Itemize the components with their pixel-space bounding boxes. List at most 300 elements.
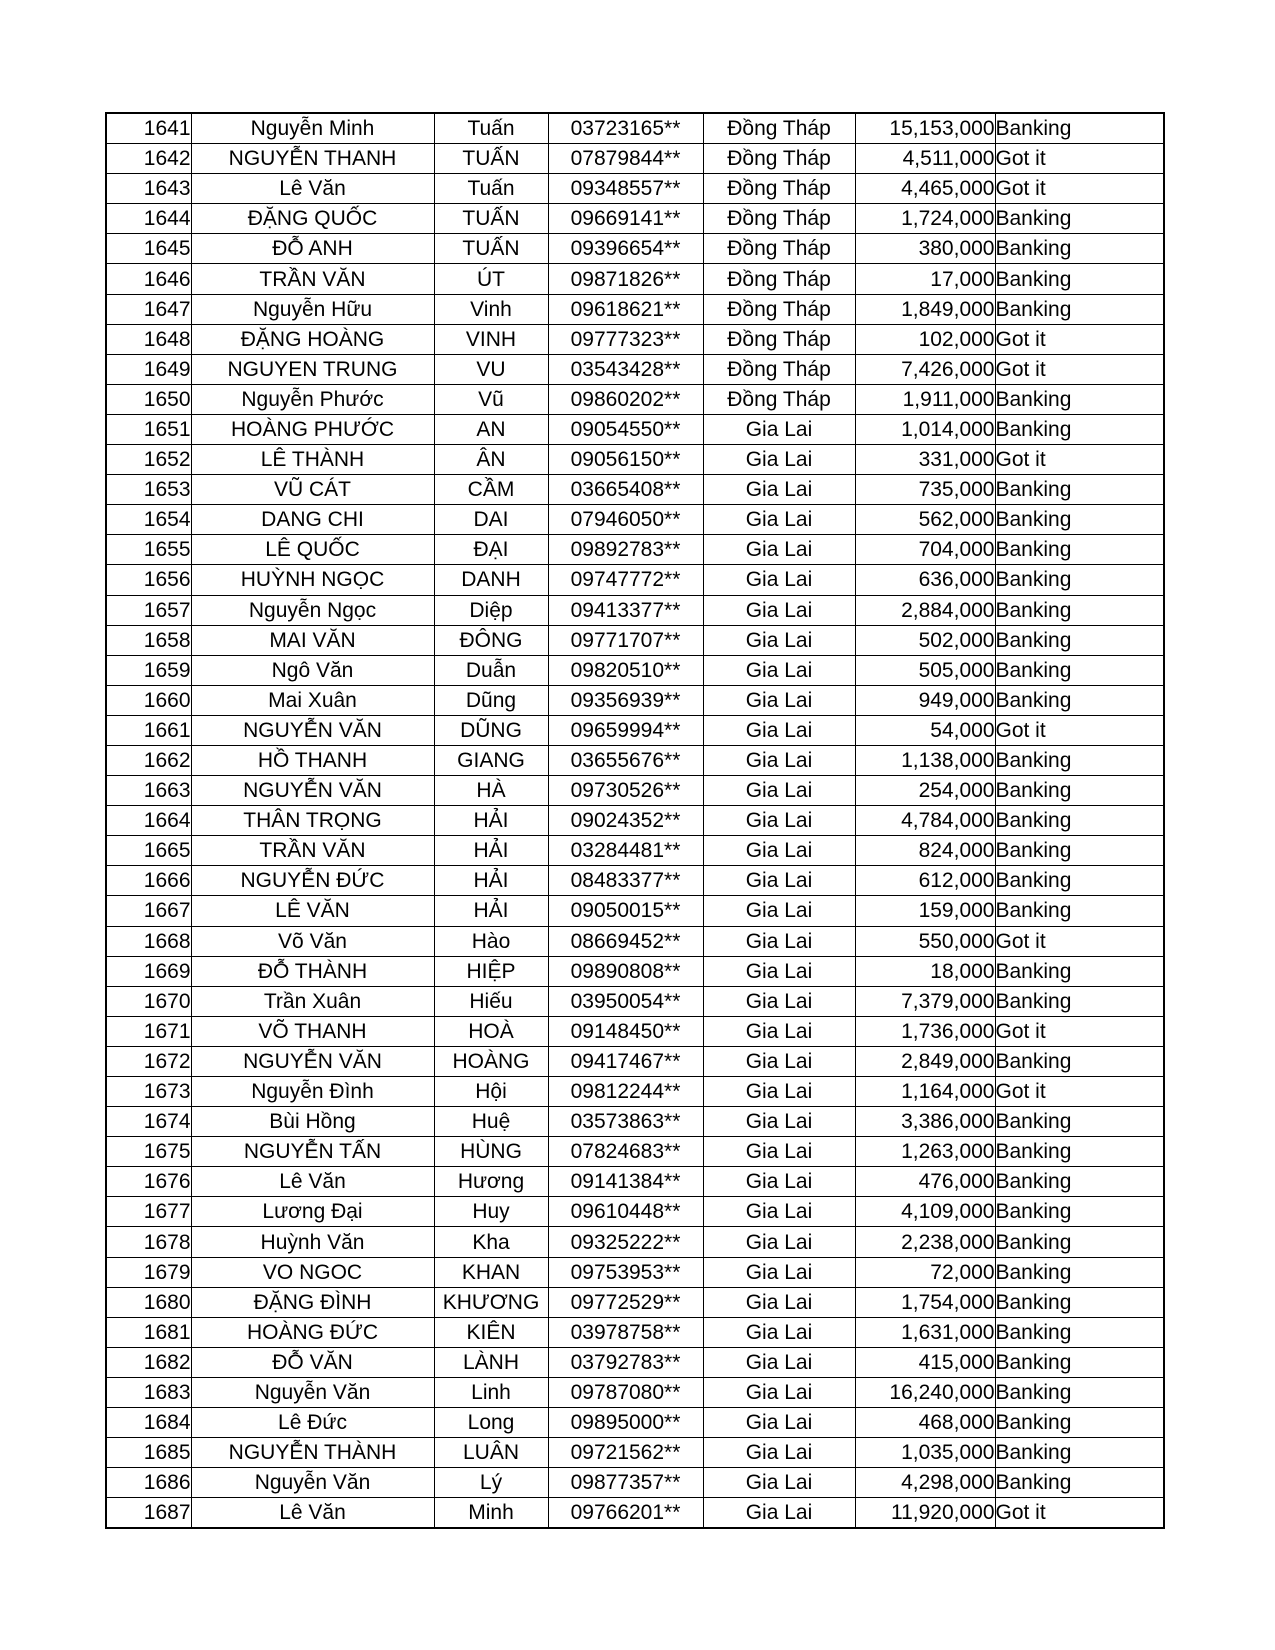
cell-province: Đồng Tháp bbox=[703, 144, 855, 174]
cell-amount: 704,000 bbox=[855, 535, 995, 565]
cell-number: 1678 bbox=[106, 1227, 191, 1257]
cell-phone: 03978758** bbox=[548, 1317, 703, 1347]
cell-province: Gia Lai bbox=[703, 1347, 855, 1377]
cell-phone: 09895000** bbox=[548, 1408, 703, 1438]
cell-last-name: NGUYỄN VĂN bbox=[191, 776, 434, 806]
cell-method: Banking bbox=[995, 1377, 1164, 1407]
cell-province: Gia Lai bbox=[703, 1197, 855, 1227]
cell-method: Banking bbox=[995, 685, 1164, 715]
table-row bbox=[106, 1498, 1164, 1529]
cell-last-name: LÊ THÀNH bbox=[191, 445, 434, 475]
cell-last-name: VÕ THANH bbox=[191, 1016, 434, 1046]
cell-phone: 09787080** bbox=[548, 1377, 703, 1407]
cell-number: 1658 bbox=[106, 625, 191, 655]
cell-last-name: HUỲNH NGỌC bbox=[191, 565, 434, 595]
cell-first-name: Minh bbox=[434, 1498, 548, 1529]
cell-number: 1672 bbox=[106, 1046, 191, 1076]
table-row bbox=[106, 565, 1164, 595]
winners-table bbox=[105, 112, 1165, 1529]
cell-first-name: VU bbox=[434, 354, 548, 384]
cell-first-name: HOÀNG bbox=[434, 1046, 548, 1076]
cell-last-name: LÊ VĂN bbox=[191, 896, 434, 926]
cell-phone: 09669141** bbox=[548, 204, 703, 234]
cell-number: 1657 bbox=[106, 595, 191, 625]
cell-number: 1643 bbox=[106, 174, 191, 204]
table-row bbox=[106, 113, 1164, 144]
cell-province: Gia Lai bbox=[703, 836, 855, 866]
cell-first-name: ÂN bbox=[434, 445, 548, 475]
cell-province: Đồng Tháp bbox=[703, 174, 855, 204]
cell-last-name: Bùi Hồng bbox=[191, 1107, 434, 1137]
cell-province: Gia Lai bbox=[703, 926, 855, 956]
cell-first-name: HIỆP bbox=[434, 956, 548, 986]
cell-number: 1670 bbox=[106, 986, 191, 1016]
cell-first-name: Huy bbox=[434, 1197, 548, 1227]
cell-phone: 09860202** bbox=[548, 384, 703, 414]
cell-last-name: NGUYỄN VĂN bbox=[191, 1046, 434, 1076]
cell-amount: 415,000 bbox=[855, 1347, 995, 1377]
cell-phone: 08669452** bbox=[548, 926, 703, 956]
table-row bbox=[106, 1438, 1164, 1468]
table-row bbox=[106, 926, 1164, 956]
cell-province: Đồng Tháp bbox=[703, 264, 855, 294]
cell-phone: 09777323** bbox=[548, 324, 703, 354]
cell-first-name: Diệp bbox=[434, 595, 548, 625]
cell-phone: 09659994** bbox=[548, 715, 703, 745]
cell-amount: 1,263,000 bbox=[855, 1137, 995, 1167]
cell-province: Gia Lai bbox=[703, 595, 855, 625]
cell-method: Banking bbox=[995, 1468, 1164, 1498]
cell-first-name: Hào bbox=[434, 926, 548, 956]
cell-last-name: Nguyễn Đình bbox=[191, 1077, 434, 1107]
cell-amount: 15,153,000 bbox=[855, 113, 995, 144]
cell-amount: 476,000 bbox=[855, 1167, 995, 1197]
cell-number: 1645 bbox=[106, 234, 191, 264]
cell-province: Gia Lai bbox=[703, 625, 855, 655]
cell-last-name: MAI VĂN bbox=[191, 625, 434, 655]
cell-province: Gia Lai bbox=[703, 1468, 855, 1498]
cell-phone: 03665408** bbox=[548, 475, 703, 505]
cell-last-name: Lương Đại bbox=[191, 1197, 434, 1227]
cell-phone: 07879844** bbox=[548, 144, 703, 174]
cell-phone: 09054550** bbox=[548, 414, 703, 444]
cell-number: 1673 bbox=[106, 1077, 191, 1107]
cell-number: 1650 bbox=[106, 384, 191, 414]
cell-last-name: NGUYEN TRUNG bbox=[191, 354, 434, 384]
cell-last-name: Nguyễn Văn bbox=[191, 1377, 434, 1407]
cell-method: Got it bbox=[995, 926, 1164, 956]
cell-first-name: Hương bbox=[434, 1167, 548, 1197]
cell-method: Banking bbox=[995, 655, 1164, 685]
table-row bbox=[106, 384, 1164, 414]
cell-province: Gia Lai bbox=[703, 445, 855, 475]
cell-amount: 159,000 bbox=[855, 896, 995, 926]
cell-phone: 09348557** bbox=[548, 174, 703, 204]
table-row bbox=[106, 414, 1164, 444]
table-row bbox=[106, 745, 1164, 775]
cell-phone: 09356939** bbox=[548, 685, 703, 715]
cell-amount: 468,000 bbox=[855, 1408, 995, 1438]
cell-method: Banking bbox=[995, 836, 1164, 866]
cell-number: 1647 bbox=[106, 294, 191, 324]
cell-amount: 502,000 bbox=[855, 625, 995, 655]
cell-phone: 09610448** bbox=[548, 1197, 703, 1227]
cell-amount: 824,000 bbox=[855, 836, 995, 866]
cell-number: 1667 bbox=[106, 896, 191, 926]
table-row bbox=[106, 685, 1164, 715]
cell-last-name: HOÀNG ĐỨC bbox=[191, 1317, 434, 1347]
table-row bbox=[106, 1107, 1164, 1137]
cell-last-name: Nguyễn Minh bbox=[191, 113, 434, 144]
cell-number: 1665 bbox=[106, 836, 191, 866]
cell-number: 1646 bbox=[106, 264, 191, 294]
table-row bbox=[106, 294, 1164, 324]
table-row bbox=[106, 625, 1164, 655]
cell-province: Gia Lai bbox=[703, 565, 855, 595]
cell-number: 1666 bbox=[106, 866, 191, 896]
cell-last-name: NGUYỄN THÀNH bbox=[191, 1438, 434, 1468]
cell-phone: 03573863** bbox=[548, 1107, 703, 1137]
cell-first-name: LUÂN bbox=[434, 1438, 548, 1468]
cell-last-name: DANG CHI bbox=[191, 505, 434, 535]
table-row bbox=[106, 595, 1164, 625]
cell-first-name: DANH bbox=[434, 565, 548, 595]
cell-phone: 03950054** bbox=[548, 986, 703, 1016]
cell-amount: 2,238,000 bbox=[855, 1227, 995, 1257]
cell-method: Banking bbox=[995, 505, 1164, 535]
cell-number: 1675 bbox=[106, 1137, 191, 1167]
cell-last-name: ĐẶNG ĐÌNH bbox=[191, 1287, 434, 1317]
table-row bbox=[106, 354, 1164, 384]
cell-amount: 1,849,000 bbox=[855, 294, 995, 324]
cell-first-name: HẢI bbox=[434, 866, 548, 896]
cell-method: Banking bbox=[995, 1227, 1164, 1257]
table-row bbox=[106, 866, 1164, 896]
cell-method: Banking bbox=[995, 414, 1164, 444]
cell-number: 1659 bbox=[106, 655, 191, 685]
cell-first-name: HOÀ bbox=[434, 1016, 548, 1046]
cell-amount: 550,000 bbox=[855, 926, 995, 956]
cell-phone: 09772529** bbox=[548, 1287, 703, 1317]
cell-province: Đồng Tháp bbox=[703, 324, 855, 354]
cell-first-name: Hội bbox=[434, 1077, 548, 1107]
cell-province: Đồng Tháp bbox=[703, 354, 855, 384]
cell-amount: 1,164,000 bbox=[855, 1077, 995, 1107]
cell-number: 1677 bbox=[106, 1197, 191, 1227]
cell-number: 1669 bbox=[106, 956, 191, 986]
cell-province: Gia Lai bbox=[703, 1137, 855, 1167]
cell-amount: 1,014,000 bbox=[855, 414, 995, 444]
cell-last-name: TRẦN VĂN bbox=[191, 836, 434, 866]
cell-last-name: Trần Xuân bbox=[191, 986, 434, 1016]
cell-phone: 09417467** bbox=[548, 1046, 703, 1076]
cell-province: Gia Lai bbox=[703, 986, 855, 1016]
cell-method: Banking bbox=[995, 294, 1164, 324]
cell-amount: 4,465,000 bbox=[855, 174, 995, 204]
cell-phone: 07946050** bbox=[548, 505, 703, 535]
cell-method: Banking bbox=[995, 384, 1164, 414]
cell-last-name: Nguyễn Phước bbox=[191, 384, 434, 414]
cell-first-name: ĐẠI bbox=[434, 535, 548, 565]
cell-amount: 72,000 bbox=[855, 1257, 995, 1287]
cell-province: Gia Lai bbox=[703, 1377, 855, 1407]
cell-phone: 03723165** bbox=[548, 113, 703, 144]
cell-method: Banking bbox=[995, 1197, 1164, 1227]
cell-amount: 54,000 bbox=[855, 715, 995, 745]
cell-method: Banking bbox=[995, 1438, 1164, 1468]
table-row bbox=[106, 1257, 1164, 1287]
cell-number: 1684 bbox=[106, 1408, 191, 1438]
cell-province: Gia Lai bbox=[703, 1498, 855, 1529]
cell-amount: 11,920,000 bbox=[855, 1498, 995, 1529]
cell-number: 1683 bbox=[106, 1377, 191, 1407]
cell-phone: 03543428** bbox=[548, 354, 703, 384]
table-row bbox=[106, 1137, 1164, 1167]
cell-amount: 16,240,000 bbox=[855, 1377, 995, 1407]
table-row bbox=[106, 1347, 1164, 1377]
cell-first-name: VINH bbox=[434, 324, 548, 354]
cell-last-name: Võ Văn bbox=[191, 926, 434, 956]
table-row bbox=[106, 896, 1164, 926]
cell-phone: 03284481** bbox=[548, 836, 703, 866]
cell-province: Gia Lai bbox=[703, 535, 855, 565]
cell-phone: 09877357** bbox=[548, 1468, 703, 1498]
cell-method: Banking bbox=[995, 475, 1164, 505]
table-row bbox=[106, 144, 1164, 174]
cell-method: Banking bbox=[995, 264, 1164, 294]
cell-number: 1664 bbox=[106, 806, 191, 836]
cell-last-name: VŨ CÁT bbox=[191, 475, 434, 505]
cell-phone: 09148450** bbox=[548, 1016, 703, 1046]
cell-number: 1671 bbox=[106, 1016, 191, 1046]
cell-amount: 1,138,000 bbox=[855, 745, 995, 775]
cell-province: Đồng Tháp bbox=[703, 384, 855, 414]
cell-method: Banking bbox=[995, 956, 1164, 986]
cell-method: Banking bbox=[995, 866, 1164, 896]
cell-first-name: GIANG bbox=[434, 745, 548, 775]
cell-last-name: Nguyễn Hữu bbox=[191, 294, 434, 324]
cell-phone: 09056150** bbox=[548, 445, 703, 475]
cell-province: Gia Lai bbox=[703, 715, 855, 745]
table-row bbox=[106, 1046, 1164, 1076]
cell-province: Gia Lai bbox=[703, 685, 855, 715]
table-row bbox=[106, 1077, 1164, 1107]
cell-last-name: Nguyễn Văn bbox=[191, 1468, 434, 1498]
cell-province: Gia Lai bbox=[703, 1046, 855, 1076]
cell-amount: 612,000 bbox=[855, 866, 995, 896]
cell-amount: 254,000 bbox=[855, 776, 995, 806]
cell-province: Gia Lai bbox=[703, 1107, 855, 1137]
cell-method: Banking bbox=[995, 625, 1164, 655]
cell-amount: 1,736,000 bbox=[855, 1016, 995, 1046]
cell-province: Đồng Tháp bbox=[703, 113, 855, 144]
cell-province: Đồng Tháp bbox=[703, 204, 855, 234]
cell-method: Banking bbox=[995, 776, 1164, 806]
cell-amount: 1,754,000 bbox=[855, 1287, 995, 1317]
cell-province: Đồng Tháp bbox=[703, 234, 855, 264]
table-row bbox=[106, 1197, 1164, 1227]
table-row bbox=[106, 1377, 1164, 1407]
cell-method: Banking bbox=[995, 896, 1164, 926]
table-body bbox=[106, 113, 1164, 1528]
cell-method: Got it bbox=[995, 1498, 1164, 1529]
cell-number: 1653 bbox=[106, 475, 191, 505]
cell-phone: 09024352** bbox=[548, 806, 703, 836]
table-row bbox=[106, 475, 1164, 505]
cell-method: Banking bbox=[995, 1257, 1164, 1287]
cell-method: Banking bbox=[995, 535, 1164, 565]
cell-phone: 09820510** bbox=[548, 655, 703, 685]
cell-first-name: LÀNH bbox=[434, 1347, 548, 1377]
cell-number: 1661 bbox=[106, 715, 191, 745]
cell-phone: 03655676** bbox=[548, 745, 703, 775]
cell-amount: 1,724,000 bbox=[855, 204, 995, 234]
cell-method: Banking bbox=[995, 806, 1164, 836]
table-row bbox=[106, 715, 1164, 745]
cell-last-name: THÂN TRỌNG bbox=[191, 806, 434, 836]
cell-amount: 102,000 bbox=[855, 324, 995, 354]
cell-last-name: ĐỖ ANH bbox=[191, 234, 434, 264]
cell-amount: 735,000 bbox=[855, 475, 995, 505]
cell-number: 1682 bbox=[106, 1347, 191, 1377]
cell-phone: 09325222** bbox=[548, 1227, 703, 1257]
cell-province: Gia Lai bbox=[703, 745, 855, 775]
table-row bbox=[106, 655, 1164, 685]
cell-phone: 09396654** bbox=[548, 234, 703, 264]
cell-first-name: Vinh bbox=[434, 294, 548, 324]
table-row bbox=[106, 806, 1164, 836]
cell-last-name: ĐẶNG QUỐC bbox=[191, 204, 434, 234]
cell-first-name: CẦM bbox=[434, 475, 548, 505]
cell-province: Gia Lai bbox=[703, 655, 855, 685]
cell-number: 1674 bbox=[106, 1107, 191, 1137]
table-row bbox=[106, 234, 1164, 264]
cell-phone: 09050015** bbox=[548, 896, 703, 926]
cell-amount: 7,426,000 bbox=[855, 354, 995, 384]
cell-number: 1680 bbox=[106, 1287, 191, 1317]
cell-method: Banking bbox=[995, 595, 1164, 625]
cell-method: Got it bbox=[995, 354, 1164, 384]
cell-amount: 636,000 bbox=[855, 565, 995, 595]
cell-phone: 03792783** bbox=[548, 1347, 703, 1377]
cell-last-name: NGUYỄN VĂN bbox=[191, 715, 434, 745]
cell-province: Gia Lai bbox=[703, 956, 855, 986]
cell-amount: 1,035,000 bbox=[855, 1438, 995, 1468]
table-row bbox=[106, 264, 1164, 294]
cell-last-name: Ngô Văn bbox=[191, 655, 434, 685]
cell-amount: 1,631,000 bbox=[855, 1317, 995, 1347]
cell-amount: 562,000 bbox=[855, 505, 995, 535]
table-row bbox=[106, 1016, 1164, 1046]
cell-method: Banking bbox=[995, 1046, 1164, 1076]
cell-amount: 3,386,000 bbox=[855, 1107, 995, 1137]
cell-province: Gia Lai bbox=[703, 1077, 855, 1107]
cell-phone: 09141384** bbox=[548, 1167, 703, 1197]
cell-province: Gia Lai bbox=[703, 505, 855, 535]
table-row bbox=[106, 204, 1164, 234]
cell-phone: 09766201** bbox=[548, 1498, 703, 1529]
table-row bbox=[106, 324, 1164, 354]
cell-method: Got it bbox=[995, 1077, 1164, 1107]
cell-province: Gia Lai bbox=[703, 806, 855, 836]
cell-phone: 09892783** bbox=[548, 535, 703, 565]
cell-first-name: HÙNG bbox=[434, 1137, 548, 1167]
cell-first-name: Long bbox=[434, 1408, 548, 1438]
table-row bbox=[106, 1468, 1164, 1498]
cell-number: 1663 bbox=[106, 776, 191, 806]
cell-amount: 4,109,000 bbox=[855, 1197, 995, 1227]
cell-method: Banking bbox=[995, 1167, 1164, 1197]
cell-first-name: ĐÔNG bbox=[434, 625, 548, 655]
cell-first-name: HẢI bbox=[434, 896, 548, 926]
cell-amount: 331,000 bbox=[855, 445, 995, 475]
cell-first-name: TUẤN bbox=[434, 234, 548, 264]
cell-last-name: Mai Xuân bbox=[191, 685, 434, 715]
cell-province: Gia Lai bbox=[703, 1287, 855, 1317]
table-row bbox=[106, 1317, 1164, 1347]
cell-method: Banking bbox=[995, 745, 1164, 775]
cell-number: 1649 bbox=[106, 354, 191, 384]
cell-phone: 09771707** bbox=[548, 625, 703, 655]
cell-first-name: TUẤN bbox=[434, 204, 548, 234]
cell-phone: 09413377** bbox=[548, 595, 703, 625]
cell-province: Gia Lai bbox=[703, 414, 855, 444]
cell-province: Gia Lai bbox=[703, 475, 855, 505]
cell-method: Banking bbox=[995, 1347, 1164, 1377]
cell-method: Banking bbox=[995, 1137, 1164, 1167]
cell-method: Got it bbox=[995, 324, 1164, 354]
cell-last-name: HỒ THANH bbox=[191, 745, 434, 775]
cell-province: Gia Lai bbox=[703, 1016, 855, 1046]
cell-first-name: DAI bbox=[434, 505, 548, 535]
cell-province: Đồng Tháp bbox=[703, 294, 855, 324]
cell-last-name: ĐỖ VĂN bbox=[191, 1347, 434, 1377]
cell-last-name: HOÀNG PHƯỚC bbox=[191, 414, 434, 444]
cell-amount: 4,511,000 bbox=[855, 144, 995, 174]
cell-first-name: KIÊN bbox=[434, 1317, 548, 1347]
table-row bbox=[106, 1408, 1164, 1438]
cell-number: 1651 bbox=[106, 414, 191, 444]
table-row bbox=[106, 776, 1164, 806]
table-row bbox=[106, 535, 1164, 565]
cell-method: Banking bbox=[995, 234, 1164, 264]
table-row bbox=[106, 1287, 1164, 1317]
cell-first-name: AN bbox=[434, 414, 548, 444]
cell-province: Gia Lai bbox=[703, 896, 855, 926]
cell-first-name: HÀ bbox=[434, 776, 548, 806]
cell-method: Banking bbox=[995, 113, 1164, 144]
cell-last-name: NGUYỄN TẤN bbox=[191, 1137, 434, 1167]
cell-amount: 1,911,000 bbox=[855, 384, 995, 414]
table-row bbox=[106, 174, 1164, 204]
cell-last-name: Lê Văn bbox=[191, 1167, 434, 1197]
cell-province: Gia Lai bbox=[703, 1167, 855, 1197]
cell-province: Gia Lai bbox=[703, 1227, 855, 1257]
cell-first-name: Huệ bbox=[434, 1107, 548, 1137]
cell-number: 1686 bbox=[106, 1468, 191, 1498]
cell-last-name: NGUYỄN THANH bbox=[191, 144, 434, 174]
cell-phone: 09730526** bbox=[548, 776, 703, 806]
cell-method: Banking bbox=[995, 1287, 1164, 1317]
cell-last-name: Lê Văn bbox=[191, 174, 434, 204]
cell-method: Got it bbox=[995, 1016, 1164, 1046]
cell-phone: 09812244** bbox=[548, 1077, 703, 1107]
table-row bbox=[106, 956, 1164, 986]
table-row bbox=[106, 505, 1164, 535]
cell-number: 1662 bbox=[106, 745, 191, 775]
cell-last-name: Lê Đức bbox=[191, 1408, 434, 1438]
cell-amount: 505,000 bbox=[855, 655, 995, 685]
